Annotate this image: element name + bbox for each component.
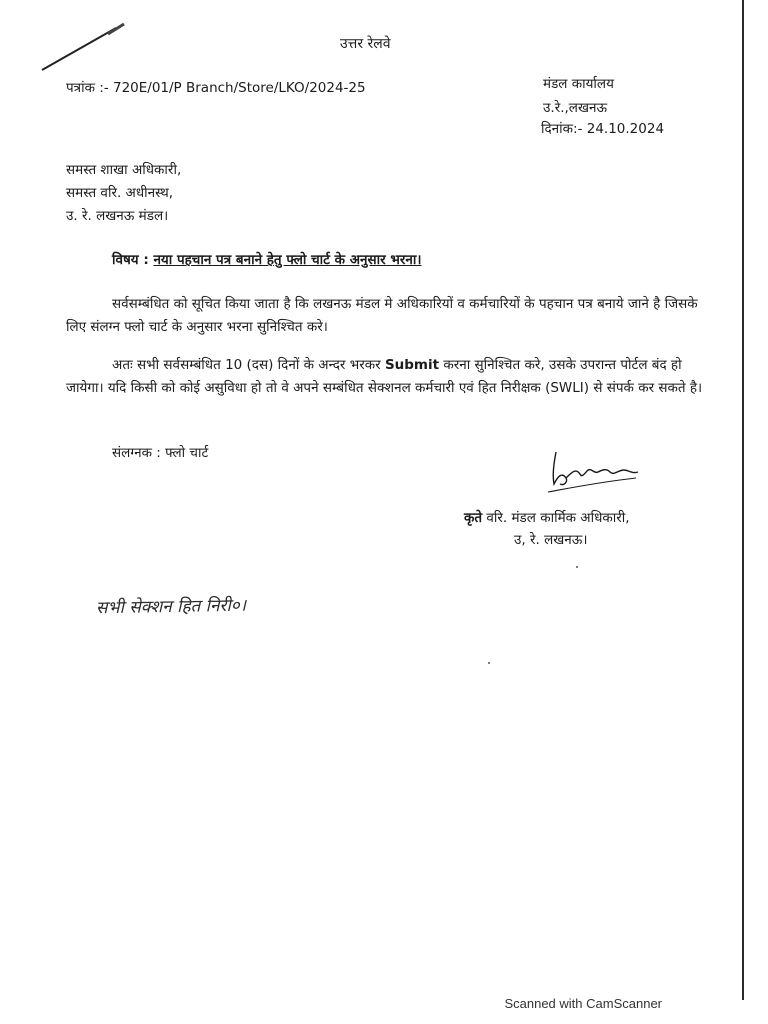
designation-text: वरि. मंडल कार्मिक अधिकारी, [482, 510, 630, 526]
office-name: मंडल कार्यालय [543, 76, 614, 92]
body-text: करना सुनिश्चित करे, उसके उपरान्त पोर्टल बंद हो जायेगा। यदि किसी को कोई असुविधा हो तो वे अपने सम्बंधित सेक्शनल कर्मचारी एवं हित निरीक्षक (SWLI) से संपर्क कर सकते है। [66, 357, 703, 396]
addressee-line: समस्त वरि. अधीनस्थ, [66, 185, 174, 201]
signatory-office: उ, रे. लखनऊ। [514, 532, 588, 548]
reference-number: पत्रांक :- 720E/01/P Branch/Store/LKO/2024-25 [66, 80, 366, 96]
addressee-line: उ. रे. लखनऊ मंडल। [66, 208, 169, 224]
on-behalf-prefix: कृते [464, 510, 483, 526]
subject-line [112, 250, 421, 270]
letter-date: दिनांक:- 24.10.2024 [541, 121, 665, 137]
addressee-line: समस्त शाखा अधिकारी, [66, 162, 182, 178]
scan-speck [488, 662, 490, 664]
submit-keyword: Submit [384, 357, 440, 373]
enclosure-line: संलग्नक : फ्लो चार्ट [112, 445, 209, 461]
handwritten-note: सभी सेक्शन हित निरी०। [95, 595, 247, 619]
subject-label: विषय : [112, 252, 154, 268]
scan-speck [576, 566, 578, 568]
organization-title: उत्तर रेलवे [340, 36, 391, 52]
body-paragraph-1: सर्वसम्बंधित को सूचित किया जाता है कि लखनऊ मंडल मे अधिकारियों व कर्मचारियों के पहचान पत्र बनाये जाने है जिसके लिए संलग्न फ्लो चार्ट के अनुसार भरना सुनिश्चित करे। [66, 296, 698, 335]
scanner-watermark: Scanned with CamScanner [504, 996, 662, 1011]
pen-mark [38, 20, 128, 80]
body-text: अतः सभी सर्वसम्बंधित 10 (दस) दिनों के अन्दर भरकर [112, 357, 385, 373]
subject-text: नया पहचान पत्र बनाने हेतु फ्लो चार्ट के अनुसार भरना। [153, 252, 422, 268]
signatory-designation [464, 508, 630, 528]
body-paragraph-2 [66, 354, 706, 400]
handwritten-signature [540, 448, 650, 508]
scan-edge-line [742, 0, 744, 1000]
office-location: उ.रे.,लखनऊ [543, 100, 608, 116]
